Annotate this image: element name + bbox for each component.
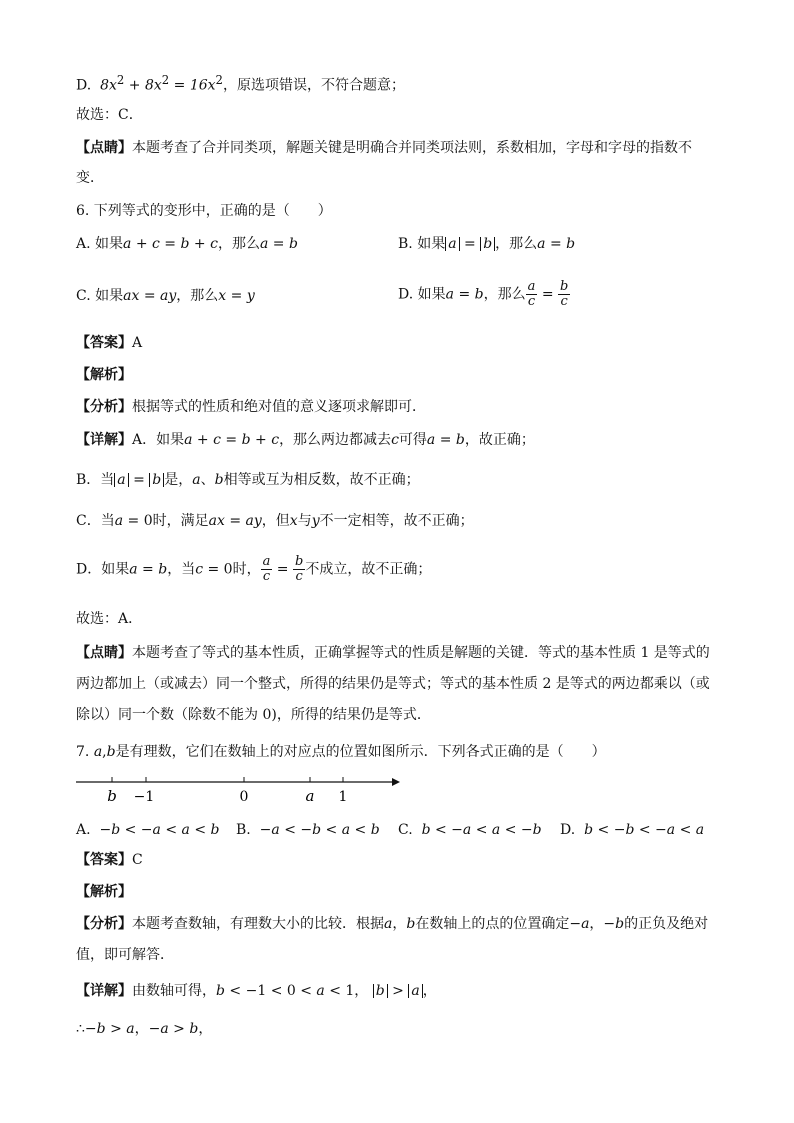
q7-fenxi-1: 【分析】本题考查数轴，有理数大小的比较．根据a，b在数轴上的点的位置确定−a，−b的正负及绝对 xyxy=(76,916,709,932)
prev-option-d: D. $8x^2 + 8x^2 = 16x^2$，原选项错误，不符合题意； xyxy=(76,73,405,94)
q7-xiangjie-1: 【详解】由数轴可得，b < −1 < 0 < a < 1， b > a ， xyxy=(76,983,437,999)
q7-option-d: D. b < −b < −a < a xyxy=(560,822,705,838)
q6-dianjing-2: 两边都加上（或减去）同一个整式，所得的结果仍是等式；等式的基本性质 2 是等式的两边都乘以（或 xyxy=(76,676,710,692)
q6-option-c: C. 如果ax = ay，那么x = y xyxy=(76,288,255,304)
prev-choose: 故选：C． xyxy=(76,107,143,123)
q7-xiangjie-2: ∴−b > a，−a > b， xyxy=(76,1021,213,1037)
q7-fenxi-2: 值，即可解答． xyxy=(76,947,174,963)
q6-option-b: B. 如果 a = b ，那么a = b xyxy=(398,236,576,252)
q6-stem: 6. 下列等式的变形中，正确的是（ ） xyxy=(76,203,332,219)
number-line-label-0: 0 xyxy=(239,789,249,805)
q6-option-d: D. 如果a = b，那么 $\frac{a}{c}$ = $\frac{b}{c}$ xyxy=(398,279,569,309)
q7-jiexi: 【解析】 xyxy=(76,884,132,900)
q6-xiangjie-a: 【详解】A．如果a + c = b + c，那么两边都减去c可得a = b，故正确； xyxy=(76,432,535,448)
prev-dianjing-line-2: 变． xyxy=(76,170,104,186)
q6-answer: 【答案】A xyxy=(76,335,143,351)
q6-xiangjie-b: B．当 a = b 是，a、b相等或互为相反数，故不正确； xyxy=(76,472,420,488)
q6-fenxi: 【分析】根据等式的性质和绝对值的意义逐项求解即可． xyxy=(76,399,426,415)
q7-option-c: C. b < −a < a < −b xyxy=(398,822,542,838)
number-line-label-1: 1 xyxy=(338,789,348,805)
q7-answer: 【答案】C xyxy=(76,852,143,868)
q6-dianjing-3: 除以）同一个数（除数不能为 0)，所得的结果仍是等式． xyxy=(76,707,431,723)
q6-dianjing-1: 【点睛】本题考查了等式的基本性质，正确掌握等式的性质是解题的关键．等式的基本性质 1 是等式的 xyxy=(76,645,710,661)
q7-option-a: A. −b < −a < a < b xyxy=(76,822,220,838)
number-line xyxy=(74,772,404,806)
q6-jiexi: 【解析】 xyxy=(76,367,132,383)
q6-option-a: A. 如果a + c = b + c，那么a = b xyxy=(76,236,298,252)
q7-stem: 7. a,b是有理数，它们在数轴上的对应点的位置如图所示．下列各式正确的是（ ） xyxy=(76,744,606,760)
q6-xiangjie-d: D．如果a = b，当c = 0时， $\frac{a}{c}$ = $\frac{b}{c}$ 不成立，故不正确； xyxy=(76,554,432,584)
q6-choose: 故选：A． xyxy=(76,611,143,627)
q7-option-b: B. −a < −b < a < b xyxy=(236,822,380,838)
q6-xiangjie-c: C．当a = 0时，满足ax = ay，但x与y不一定相等，故不正确； xyxy=(76,513,474,529)
prev-dianjing-line-1: 【点睛】本题考查了合并同类项，解题关键是明确合并同类项法则，系数相加，字母和字母的指数不 xyxy=(76,140,692,156)
number-line-label-b: b xyxy=(107,787,117,805)
number-line-label-neg1: −1 xyxy=(133,789,155,805)
number-line-arrow-icon xyxy=(392,778,400,786)
number-line-label-a: a xyxy=(305,787,315,805)
